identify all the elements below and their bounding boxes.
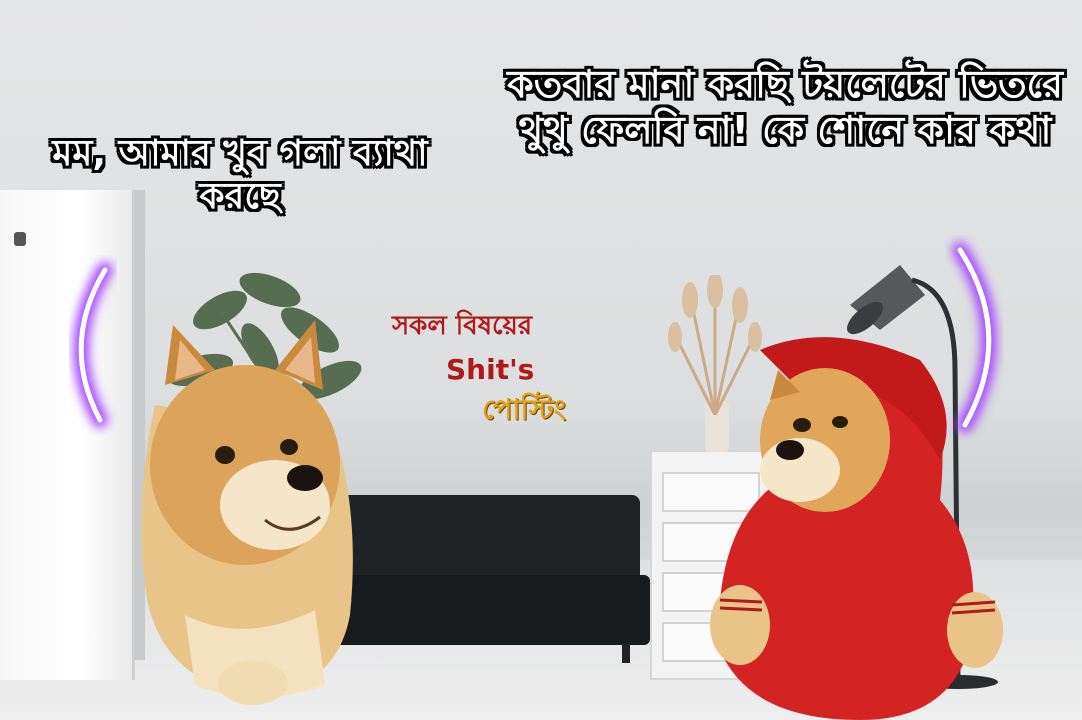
watermark-line-2: Shit's	[446, 353, 535, 386]
caption-mother: কতবার মানা করছি টয়লেটের ভিতরে থুথু ফেলবি না! কে শোনে কার কথা	[507, 62, 1063, 152]
caption-child: মম, আমার খুব গলা ব্যাথা করছে	[52, 133, 428, 218]
watermark-line-3: পোস্টিং	[482, 393, 566, 426]
sofa-leg	[622, 643, 630, 663]
speaking-indicator-left	[55, 255, 125, 435]
door-handle	[14, 232, 26, 246]
doge-child	[125, 255, 365, 720]
watermark-logo	[370, 305, 630, 435]
watermark-line-1: সকল বিষয়ের	[392, 311, 533, 341]
speaking-indicator-right	[940, 235, 1020, 440]
